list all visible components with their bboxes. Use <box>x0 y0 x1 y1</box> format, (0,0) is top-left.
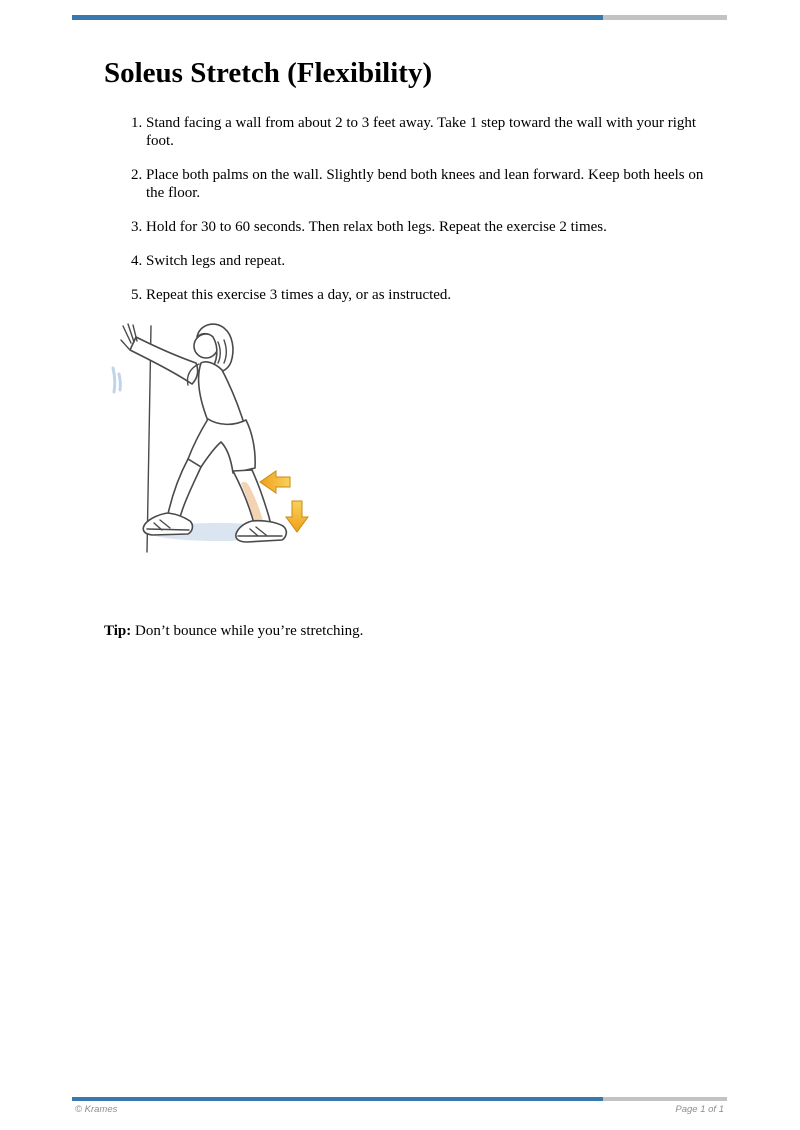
tip-line <box>104 622 727 640</box>
instruction-step: 5. Repeat this exercise 3 times a day, or as instructed. <box>146 286 710 304</box>
page-number: Page 1 of 1 <box>675 1104 724 1115</box>
tip-label: Tip: <box>104 623 132 639</box>
header-divider-gray-segment <box>603 15 727 20</box>
footer-divider-gray-segment <box>603 1097 727 1101</box>
instructions-list <box>104 114 710 304</box>
instruction-step: 2. Place both palms on the wall. Slightly bend both knees and lean forward. Keep both heels on the floor. <box>146 166 710 202</box>
instruction-step: 4. Switch legs and repeat. <box>146 252 710 270</box>
copyright-text: © Krames <box>75 1104 118 1115</box>
exercise-illustration <box>100 318 330 558</box>
footer <box>75 1104 724 1115</box>
tip-text: Don’t bounce while you’re stretching. <box>135 623 364 639</box>
instruction-step: 1. Stand facing a wall from about 2 to 3 feet away. Take 1 step toward the wall with your right foot. <box>146 114 710 150</box>
person-figure <box>121 324 286 542</box>
heel-down-arrow-icon <box>286 501 308 532</box>
page-title: Soleus Stretch (Flexibility) <box>104 57 433 89</box>
footer-divider <box>72 1097 727 1101</box>
instruction-step: 3. Hold for 30 to 60 seconds. Then relax both legs. Repeat the exercise 2 times. <box>146 218 710 236</box>
header-divider-blue-segment <box>72 15 603 20</box>
knee-arrow-icon <box>260 471 290 493</box>
header-divider <box>72 15 727 20</box>
footer-divider-blue-segment <box>72 1097 603 1101</box>
wall-smudge <box>113 368 120 392</box>
